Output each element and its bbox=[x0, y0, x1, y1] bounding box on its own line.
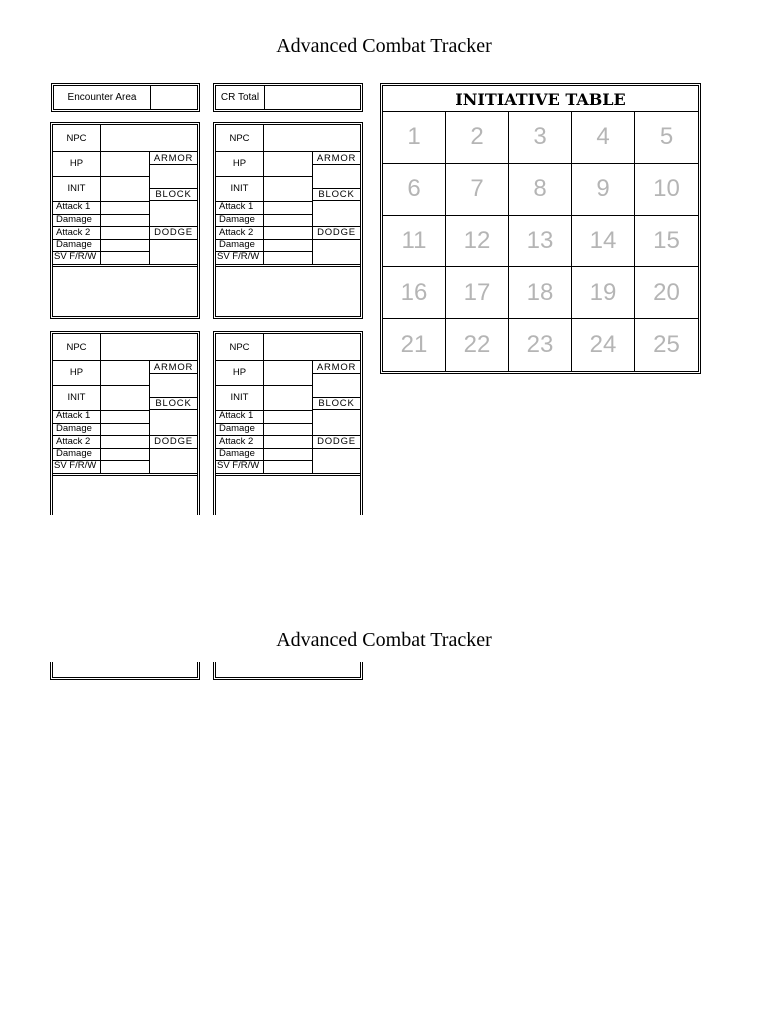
damage2-field[interactable] bbox=[264, 240, 312, 251]
initiative-slot[interactable]: 12 bbox=[446, 216, 509, 268]
initiative-slot[interactable]: 17 bbox=[446, 267, 509, 319]
damage1-label: Damage bbox=[219, 214, 255, 225]
damage1-field[interactable] bbox=[264, 215, 312, 226]
notes-field[interactable] bbox=[55, 269, 195, 314]
init-field[interactable] bbox=[101, 386, 149, 410]
sv-field[interactable] bbox=[264, 252, 312, 264]
attack1-label: Attack 1 bbox=[219, 410, 254, 421]
initiative-slot[interactable]: 16 bbox=[383, 267, 446, 319]
npc-label: NPC bbox=[66, 133, 87, 144]
initiative-slot[interactable]: 24 bbox=[572, 319, 635, 371]
init-label: INIT bbox=[230, 183, 249, 194]
attack2-field[interactable] bbox=[101, 227, 149, 239]
initiative-slot[interactable]: 13 bbox=[509, 216, 572, 268]
notes-field[interactable] bbox=[55, 478, 195, 514]
damage2-field[interactable] bbox=[101, 240, 149, 251]
dodge-field[interactable] bbox=[313, 240, 360, 265]
initiative-slot[interactable]: 18 bbox=[509, 267, 572, 319]
hp-label: HP bbox=[232, 158, 247, 169]
npc-card bbox=[50, 122, 200, 319]
damage2-field[interactable] bbox=[101, 449, 149, 460]
attack2-field[interactable] bbox=[264, 436, 312, 448]
attack1-label: Attack 1 bbox=[56, 201, 91, 212]
attack1-field[interactable] bbox=[264, 411, 312, 423]
block-label: BLOCK bbox=[318, 398, 355, 409]
init-label: INIT bbox=[67, 183, 86, 194]
initiative-title: INITIATIVE TABLE bbox=[383, 86, 698, 112]
attack1-label: Attack 1 bbox=[219, 201, 254, 212]
attack1-field[interactable] bbox=[101, 202, 149, 214]
dodge-label: DODGE bbox=[317, 227, 356, 238]
npc-name-field[interactable] bbox=[101, 125, 197, 151]
sv-field[interactable] bbox=[101, 461, 149, 473]
armor-label: ARMOR bbox=[153, 362, 194, 373]
attack2-label: Attack 2 bbox=[56, 227, 91, 238]
sv-field[interactable] bbox=[101, 252, 149, 264]
init-label: INIT bbox=[67, 392, 86, 403]
attack1-field[interactable] bbox=[101, 411, 149, 423]
block-field[interactable] bbox=[150, 201, 197, 226]
encounter-area-label: Encounter Area bbox=[67, 92, 137, 103]
sv-label: SV F/R/W bbox=[217, 460, 260, 471]
npc-card bbox=[213, 331, 363, 515]
hp-field[interactable] bbox=[264, 361, 312, 385]
initiative-slot[interactable]: 22 bbox=[446, 319, 509, 371]
initiative-slot[interactable]: 19 bbox=[572, 267, 635, 319]
npc-name-field[interactable] bbox=[101, 334, 197, 360]
initiative-table bbox=[380, 83, 701, 374]
sv-field[interactable] bbox=[264, 461, 312, 473]
block-field[interactable] bbox=[313, 201, 360, 226]
block-field[interactable] bbox=[313, 410, 360, 435]
attack2-field[interactable] bbox=[101, 436, 149, 448]
dodge-label: DODGE bbox=[317, 436, 356, 447]
attack2-label: Attack 2 bbox=[219, 436, 254, 447]
armor-label: ARMOR bbox=[316, 153, 357, 164]
npc-label: NPC bbox=[229, 133, 250, 144]
cr-total-box bbox=[213, 83, 363, 112]
cr-total-field[interactable] bbox=[265, 86, 360, 109]
npc-card bbox=[50, 331, 200, 515]
dodge-label: DODGE bbox=[154, 227, 193, 238]
dodge-label: DODGE bbox=[154, 436, 193, 447]
hp-field[interactable] bbox=[101, 152, 149, 176]
damage1-label: Damage bbox=[219, 423, 255, 434]
encounter-area-field[interactable] bbox=[151, 86, 197, 109]
init-field[interactable] bbox=[264, 386, 312, 410]
armor-field[interactable] bbox=[313, 374, 360, 397]
initiative-slot[interactable]: 14 bbox=[572, 216, 635, 268]
initiative-slot[interactable]: 23 bbox=[509, 319, 572, 371]
armor-label: ARMOR bbox=[316, 362, 357, 373]
init-field[interactable] bbox=[101, 177, 149, 201]
damage2-label: Damage bbox=[219, 448, 255, 459]
dodge-field[interactable] bbox=[150, 449, 197, 474]
npc-label: NPC bbox=[66, 342, 87, 353]
cr-total-label: CR Total bbox=[220, 92, 260, 103]
hp-label: HP bbox=[69, 367, 84, 378]
block-label: BLOCK bbox=[155, 189, 192, 200]
dodge-field[interactable] bbox=[313, 449, 360, 474]
initiative-slot[interactable]: 3 bbox=[509, 112, 572, 164]
damage2-label: Damage bbox=[56, 239, 92, 250]
page-title-2: Advanced Combat Tracker bbox=[276, 629, 492, 651]
attack2-label: Attack 2 bbox=[219, 227, 254, 238]
encounter-area-box bbox=[51, 83, 200, 112]
npc-card-continuation bbox=[50, 662, 200, 680]
initiative-slot[interactable]: 20 bbox=[635, 267, 698, 319]
attack2-label: Attack 2 bbox=[56, 436, 91, 447]
damage2-label: Damage bbox=[219, 239, 255, 250]
initiative-slot[interactable]: 6 bbox=[383, 164, 446, 216]
hp-field[interactable] bbox=[264, 152, 312, 176]
armor-field[interactable] bbox=[150, 165, 197, 188]
damage1-field[interactable] bbox=[101, 424, 149, 435]
initiative-slot[interactable]: 5 bbox=[635, 112, 698, 164]
hp-field[interactable] bbox=[101, 361, 149, 385]
initiative-grid bbox=[383, 112, 698, 371]
block-label: BLOCK bbox=[318, 189, 355, 200]
notes-field[interactable] bbox=[218, 269, 358, 314]
block-label: BLOCK bbox=[155, 398, 192, 409]
initiative-slot[interactable]: 1 bbox=[383, 112, 446, 164]
armor-field[interactable] bbox=[150, 374, 197, 397]
initiative-slot[interactable]: 9 bbox=[572, 164, 635, 216]
armor-field[interactable] bbox=[313, 165, 360, 188]
initiative-slot[interactable]: 15 bbox=[635, 216, 698, 268]
notes-field[interactable] bbox=[218, 478, 358, 514]
initiative-slot[interactable]: 2 bbox=[446, 112, 509, 164]
dodge-field[interactable] bbox=[150, 240, 197, 265]
sv-label: SV F/R/W bbox=[54, 251, 97, 262]
damage1-label: Damage bbox=[56, 214, 92, 225]
init-field[interactable] bbox=[264, 177, 312, 201]
damage1-label: Damage bbox=[56, 423, 92, 434]
npc-card-continuation bbox=[213, 662, 363, 680]
damage1-field[interactable] bbox=[101, 215, 149, 226]
initiative-slot[interactable]: 8 bbox=[509, 164, 572, 216]
damage1-field[interactable] bbox=[264, 424, 312, 435]
damage2-label: Damage bbox=[56, 448, 92, 459]
sv-label: SV F/R/W bbox=[54, 460, 97, 471]
page-title: Advanced Combat Tracker bbox=[276, 35, 492, 57]
damage2-field[interactable] bbox=[264, 449, 312, 460]
armor-label: ARMOR bbox=[153, 153, 194, 164]
initiative-slot[interactable]: 21 bbox=[383, 319, 446, 371]
initiative-slot[interactable]: 10 bbox=[635, 164, 698, 216]
npc-name-field[interactable] bbox=[264, 334, 360, 360]
hp-label: HP bbox=[232, 367, 247, 378]
npc-card bbox=[213, 122, 363, 319]
initiative-slot[interactable]: 25 bbox=[653, 331, 680, 359]
attack2-field[interactable] bbox=[264, 227, 312, 239]
initiative-slot[interactable]: 11 bbox=[383, 216, 446, 268]
initiative-slot[interactable]: 4 bbox=[572, 112, 635, 164]
block-field[interactable] bbox=[150, 410, 197, 435]
attack1-label: Attack 1 bbox=[56, 410, 91, 421]
initiative-slot[interactable]: 7 bbox=[446, 164, 509, 216]
npc-label: NPC bbox=[229, 342, 250, 353]
hp-label: HP bbox=[69, 158, 84, 169]
init-label: INIT bbox=[230, 392, 249, 403]
attack1-field[interactable] bbox=[264, 202, 312, 214]
sv-label: SV F/R/W bbox=[217, 251, 260, 262]
npc-name-field[interactable] bbox=[264, 125, 360, 151]
